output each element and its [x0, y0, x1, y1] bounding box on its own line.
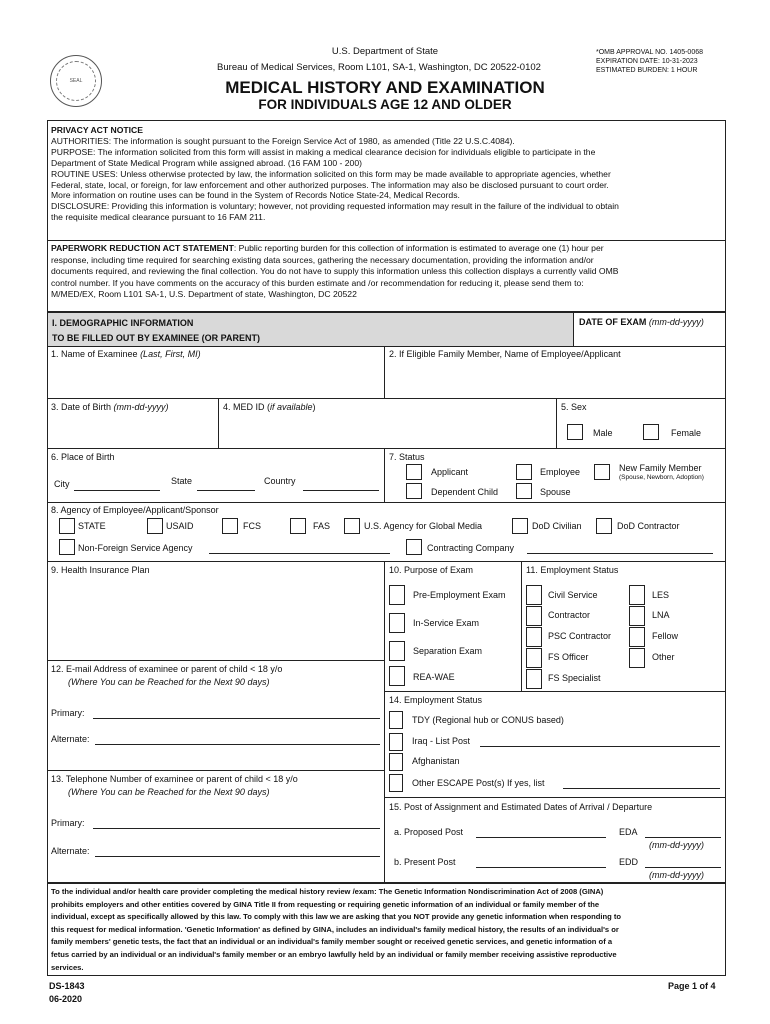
sex-label: 5. Sex [561, 402, 587, 412]
fellow-checkbox[interactable] [629, 627, 645, 647]
dependent-child-label: Dependent Child [431, 487, 499, 497]
state-agency-checkbox[interactable] [59, 518, 75, 534]
other-label: Other [652, 652, 675, 662]
male-label: Male [593, 428, 613, 438]
fcs-label: FCS [243, 521, 261, 531]
date-of-exam-format: (mm-dd-yyyy) [648, 317, 704, 327]
new-family-member-hint: (Spouse, Newborn, Adoption) [619, 474, 704, 481]
dod-civilian-label: DoD Civilian [532, 521, 582, 531]
divider [47, 770, 384, 771]
post-of-assignment-label: 15. Post of Assignment and Estimated Dates of Arrival / Departure [389, 802, 653, 812]
privacy-line: the requisite medical clearance pursuant to 16 FAM 211. [51, 212, 266, 223]
med-id-label [223, 402, 316, 412]
paperwork-line: response, including time required for searching existing data sources, gathering the necessary documentation, providing the information and/or [51, 254, 594, 265]
separation-checkbox[interactable] [389, 641, 405, 661]
paperwork-heading: PAPERWORK REDUCTION ACT STATEMENT [51, 243, 234, 253]
civil-service-checkbox[interactable] [526, 585, 542, 605]
in-service-checkbox[interactable] [389, 613, 405, 633]
separation-label: Separation Exam [413, 646, 483, 656]
divider [47, 448, 726, 449]
applicant-label: Applicant [431, 467, 469, 477]
med-id-input[interactable] [222, 415, 552, 448]
omb-expiration: EXPIRATION DATE: 10-31-2023 [596, 58, 698, 65]
edd-input[interactable] [645, 867, 721, 868]
non-foreign-agency-label: Non-Foreign Service Agency [78, 543, 193, 553]
f4-hint: if available [270, 402, 313, 412]
fs-officer-label: FS Officer [548, 652, 589, 662]
place-of-birth-label: 6. Place of Birth [51, 452, 115, 462]
department-name: U.S. Department of State [331, 46, 439, 57]
new-family-member-checkbox[interactable] [594, 464, 610, 480]
paperwork-line: control number. If you have comments on the accuracy of this burden estimate and /or recommendation for reducing it, please send them to: [51, 277, 584, 288]
email-alternate-input[interactable] [95, 744, 380, 745]
telephone-primary-label: Primary: [51, 818, 85, 828]
state-input[interactable] [197, 490, 255, 491]
city-label: City [54, 479, 70, 489]
employee-checkbox[interactable] [516, 464, 532, 480]
lna-label: LNA [652, 610, 670, 620]
tdy-checkbox[interactable] [389, 711, 403, 729]
form-subtitle: FOR INDIVIDUALS AGE 12 AND OLDER [258, 97, 512, 112]
form-number: DS-1843 [49, 981, 85, 991]
gina-line: prohibits employers and other entities covered by GINA Title II from requesting or requiring genetic information of an individual or family member of the [51, 899, 600, 909]
f1-hint: (Last, First, MI) [140, 349, 201, 359]
gina-notice [51, 886, 724, 974]
divider [47, 502, 726, 503]
gina-line: services. [51, 962, 84, 972]
usagm-label: U.S. Agency for Global Media [364, 521, 483, 531]
contracting-company-input[interactable] [527, 553, 713, 554]
escape-post-input[interactable] [563, 788, 720, 789]
f1-text: 1. Name of Examinee [51, 349, 138, 359]
email-primary-input[interactable] [93, 718, 380, 719]
usagm-checkbox[interactable] [344, 518, 360, 534]
form-title: MEDICAL HISTORY AND EXAMINATION [225, 78, 545, 97]
spouse-checkbox[interactable] [516, 483, 532, 499]
privacy-line: Federal, state, local, or foreign, for law enforcement and other authorized purposes. The information may also be disclosed pursuant to court order. [51, 179, 609, 190]
f3-hint: (mm-dd-yyyy) [113, 402, 169, 412]
escape-label: Other ESCAPE Post(s) If yes, list [412, 778, 545, 788]
civil-service-label: Civil Service [548, 590, 598, 600]
telephone-alternate-label: Alternate: [51, 846, 90, 856]
employee-label: Employee [540, 467, 581, 477]
employee-name-input[interactable] [388, 362, 722, 398]
contracting-company-checkbox[interactable] [406, 539, 422, 555]
telephone-hint: (Where You can be Reached for the Next 90 days) [68, 787, 270, 797]
page-number: Page 1 of 4 [668, 981, 716, 991]
email-label: 12. E-mail Address of examinee or parent of child < 18 y/o [51, 664, 283, 674]
f3-text: 3. Date of Birth [51, 402, 112, 412]
health-insurance-label: 9. Health Insurance Plan [51, 565, 150, 575]
section-subheading: TO BE FILLED OUT BY EXAMINEE (OR PARENT) [52, 333, 261, 343]
present-post-input[interactable] [476, 867, 606, 868]
fs-specialist-checkbox[interactable] [526, 669, 542, 689]
iraq-label: Iraq - List Post [412, 736, 471, 746]
iraq-post-input[interactable] [480, 746, 720, 747]
employment-status-label: 11. Employment Status [526, 565, 619, 575]
state-agency-label: STATE [78, 521, 106, 531]
country-input[interactable] [303, 490, 379, 491]
edd-format: (mm-dd-yyyy) [649, 870, 704, 880]
fcs-checkbox[interactable] [222, 518, 238, 534]
date-of-exam-input[interactable] [640, 328, 724, 344]
bureau-address: Bureau of Medical Services, Room L101, SA-1, Washington, DC 20522-0102 [217, 62, 541, 73]
other-checkbox[interactable] [629, 648, 645, 668]
date-of-exam-label [579, 317, 704, 327]
paperwork-reduction-statement [51, 243, 723, 301]
new-family-member-label: New Family Member [619, 463, 702, 473]
divider [384, 346, 385, 398]
dod-civilian-checkbox[interactable] [512, 518, 528, 534]
telephone-alternate-input[interactable] [95, 856, 380, 857]
gina-line: individual, except as specifically allowed by this law. To comply with this law we are asking that you NOT provide any genetic information when responding to [51, 912, 622, 922]
psc-contractor-checkbox[interactable] [526, 627, 542, 647]
purpose-of-exam-label: 10. Purpose of Exam [389, 565, 474, 575]
gina-line: To the individual and/or health care provider completing the medical history review /exam: The Genetic Information Nondiscrimination Act of 2008 (GINA) [51, 887, 604, 896]
paperwork-line: M/MED/EX, Room L101 SA-1, U.S. Department of state, Washington, DC 20522 [51, 289, 357, 300]
spouse-label: Spouse [540, 487, 571, 497]
proposed-post-label: a. Proposed Post [394, 827, 464, 837]
gina-line: family members' genetic tests, the fact that an individual or an individual's family member sought or received genetic services, and genetic information of a [51, 937, 613, 947]
seal-text: SEAL [69, 78, 83, 84]
privacy-heading: PRIVACY ACT NOTICE [51, 125, 143, 135]
fellow-label: Fellow [652, 631, 679, 641]
divider [573, 312, 574, 346]
edd-label: EDD [619, 857, 639, 867]
afghanistan-label: Afghanistan [412, 756, 460, 766]
privacy-line: DISCLOSURE: Providing this information is voluntary; however, not providing requested information may result in the failure of the individual to obtain [51, 201, 619, 212]
divider [47, 561, 726, 562]
non-foreign-agency-input[interactable] [209, 553, 390, 554]
fas-label: FAS [313, 521, 331, 531]
omb-burden: ESTIMATED BURDEN: 1 HOUR [596, 67, 698, 74]
rea-wae-label: REA-WAE [413, 672, 455, 682]
date-of-birth-label [51, 402, 169, 412]
proposed-post-input[interactable] [476, 837, 606, 838]
section-heading: I. DEMOGRAPHIC INFORMATION [52, 318, 194, 328]
fas-checkbox[interactable] [290, 518, 306, 534]
lna-checkbox[interactable] [629, 606, 645, 626]
dependent-child-checkbox[interactable] [406, 483, 422, 499]
privacy-line: PURPOSE: The information solicited from this form will assist in making a medical clearance decision for individuals eligible to participate in the [51, 146, 596, 157]
country-label: Country [264, 476, 296, 486]
agency-label: 8. Agency of Employee/Applicant/Sponsor [51, 505, 219, 515]
dod-contractor-label: DoD Contractor [617, 521, 680, 531]
eda-label: EDA [619, 827, 638, 837]
email-primary-label: Primary: [51, 708, 85, 718]
female-label: Female [671, 428, 702, 438]
pre-employment-label: Pre-Employment Exam [413, 590, 506, 600]
divider [384, 797, 726, 798]
privacy-line: ROUTINE USES: Unless otherwise protected by law, the information solicited on this form may be made available to appropriate agencies, whether [51, 168, 611, 179]
contracting-company-label: Contracting Company [427, 543, 515, 553]
divider [521, 561, 522, 691]
rea-wae-checkbox[interactable] [389, 666, 405, 686]
omb-approval: *OMB APPROVAL NO. 1405-0068 [596, 49, 703, 56]
telephone-primary-input[interactable] [93, 828, 380, 829]
iraq-checkbox[interactable] [389, 733, 403, 751]
employment-status-14-label: 14. Employment Status [389, 695, 483, 705]
privacy-act-notice [51, 125, 723, 223]
escape-checkbox[interactable] [389, 774, 403, 792]
privacy-line: More information on routine uses can be found in the System of Records Notice State-24, Medical Records. [51, 190, 460, 201]
date-of-exam-text: DATE OF EXAM [579, 317, 647, 327]
examinee-name-input[interactable] [50, 362, 380, 398]
usaid-label: USAID [166, 521, 194, 531]
employee-name-label: 2. If Eligible Family Member, Name of Employee/Applicant [389, 349, 621, 359]
present-post-label: b. Present Post [394, 857, 456, 867]
divider [47, 346, 726, 347]
state-label: State [171, 476, 193, 486]
city-input[interactable] [74, 490, 160, 491]
applicant-checkbox[interactable] [406, 464, 422, 480]
tdy-label: TDY (Regional hub or CONUS based) [412, 715, 564, 725]
form-date: 06-2020 [49, 994, 83, 1004]
privacy-line: AUTHORITIES: The information is sought pursuant to the Foreign Service Act of 1980, as amended (Title 22 U.S.C.4084). [51, 135, 515, 146]
contractor-checkbox[interactable] [526, 606, 542, 626]
gina-line: fetus carried by an individual or an individual's family member or an embryo lawfully held by an individual or family member receiving assistive reproductive [51, 949, 617, 959]
gina-line: this request for medical information. 'Genetic Information' as defined by GINA, includes an individual's family medical history, the results of an individual's or [51, 924, 619, 934]
email-hint: (Where You can be Reached for the Next 90 days) [68, 677, 270, 687]
in-service-label: In-Service Exam [413, 618, 480, 628]
date-of-birth-input[interactable] [50, 415, 215, 448]
status-label: 7. Status [389, 452, 425, 462]
non-foreign-agency-checkbox[interactable] [59, 539, 75, 555]
eda-format: (mm-dd-yyyy) [649, 840, 704, 850]
divider [384, 561, 385, 883]
psc-contractor-label: PSC Contractor [548, 631, 612, 641]
email-alternate-label: Alternate: [51, 734, 90, 744]
fs-officer-checkbox[interactable] [526, 648, 542, 668]
omb-block [596, 48, 703, 75]
paperwork-line: : Public reporting burden for this collection of information is estimated to average one (1) hour per [233, 243, 604, 253]
usaid-checkbox[interactable] [147, 518, 163, 534]
afghanistan-checkbox[interactable] [389, 753, 403, 771]
examinee-name-label [51, 349, 201, 359]
les-label: LES [652, 590, 670, 600]
telephone-label: 13. Telephone Number of examinee or parent of child < 18 y/o [51, 774, 298, 784]
divider [47, 660, 384, 661]
divider [556, 398, 557, 448]
contractor-label: Contractor [548, 610, 591, 620]
divider [384, 448, 385, 502]
pre-employment-checkbox[interactable] [389, 585, 405, 605]
divider [47, 398, 726, 399]
privacy-line: Department of State Medical Program while assigned abroad. (16 FAM 100 - 200) [51, 157, 362, 168]
male-checkbox[interactable] [567, 424, 583, 440]
f4-end: ) [312, 402, 316, 412]
les-checkbox[interactable] [629, 585, 645, 605]
divider [47, 240, 726, 241]
dod-contractor-checkbox[interactable] [596, 518, 612, 534]
f4-text: 4. MED ID ( [223, 402, 271, 412]
divider [384, 691, 726, 692]
female-checkbox[interactable] [643, 424, 659, 440]
paperwork-line: documents required, and reviewing the final collection. You do not have to supply this information unless this collection displays a currently valid OMB [51, 266, 619, 277]
divider [218, 398, 219, 448]
eda-input[interactable] [645, 837, 721, 838]
fs-specialist-label: FS Specialist [548, 673, 601, 683]
health-insurance-input[interactable] [50, 578, 380, 658]
